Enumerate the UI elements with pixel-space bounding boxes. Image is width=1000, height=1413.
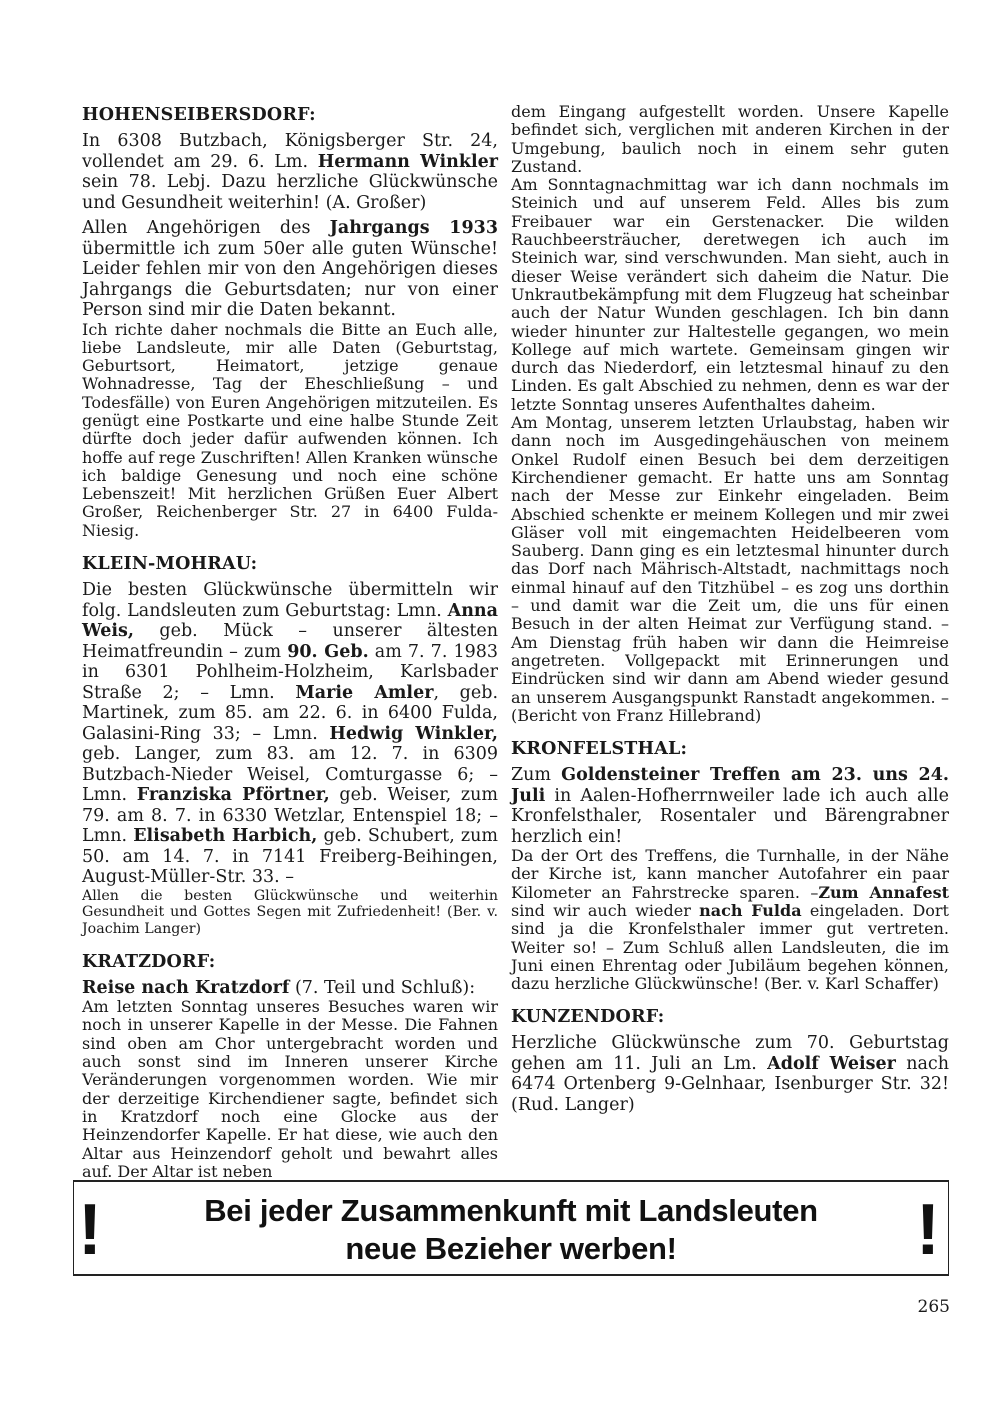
text: geb. Mück – unserer ältesten Heimatfreundin – zum xyxy=(82,621,498,662)
paragraph: Allen die besten Glückwünsche und weiterhin Gesundheit und Gottes Segen mit Zufriedenheit! (Ber. v. Joachim Langer) xyxy=(82,887,498,937)
section-kratzdorf xyxy=(82,950,498,1181)
exclamation-icon: ! xyxy=(916,1190,940,1270)
left-column xyxy=(82,103,498,1181)
section-heading: KUNZENDORF: xyxy=(511,1007,665,1028)
page-number: 265 xyxy=(917,1297,950,1317)
person-name: Anna Weis, xyxy=(82,600,498,642)
text: geb. Langer, zum 83. am 12. 7. in 6309 Butzbach-Nieder Weisel, Comturgasse 6; – Lmn. xyxy=(82,744,498,806)
paragraph: Am Sonntagnachmittag war ich dann nochmals im Steinich und auf unserem Feld. Alles bis zum Freibauer war ein Gerstenacker. Die wilden Rauchbeersträucher, deretwegen ich auch im Steinich war, sind verschwunden. Man sieht, auch in dieser Weise verändert sich daheim die Natur. Die Unkrautbekämpfung mit dem Flugzeug hat scheinbar auch der Natur Wunden geschlagen. Ich bin dann wieder hinunter zur Haltestelle gegangen, wo mein Kollege auf mich wartete. Gemeinsam gingen wir durch das Niederdorf, ein letztesmal hinauf zu den Linden. Es galt Abschied zu nehmen, denn es war der letzte Sonntag unseres Aufenthaltes daheim. xyxy=(511,175,949,414)
text: eingeladen. Dort sind ja die Kronfelsthaler immer gut vertreten. Weiter so! – Zum Schluß allen Landsleuten, die im Juni einen Ehrentag oder Jubiläum begehen können, dazu herzliche Glückwünsche! (Ber. v. Karl Schaffer) xyxy=(511,900,949,994)
banner-text xyxy=(134,1192,888,1268)
paragraph xyxy=(511,1033,949,1115)
section-klein-mohrau xyxy=(82,552,498,938)
paragraph xyxy=(511,847,949,993)
subscriber-banner xyxy=(73,1180,949,1276)
text: übermittle ich zum 50er alle guten Wünsche! Leider fehlen mir von den Angehörigen dieses Jahrgangs die Geburtsdaten; nur von einer Person sind mir die Daten bekannt. xyxy=(82,238,498,320)
person-name: Franziska Pförtner, xyxy=(136,785,330,806)
text: In 6308 Butzbach, Königsberger Str. 24, vollendet am 29. 6. Lm. xyxy=(82,131,498,172)
paragraph xyxy=(511,765,949,847)
text: Zum xyxy=(511,765,562,786)
person-name: Elisabeth Harbich, xyxy=(133,826,318,847)
emphasis: Goldensteiner Treffen am 23. uns 24. Juli xyxy=(511,765,949,806)
paragraph: Am letzten Sonntag unseres Besuches waren wir noch in unserer Kapelle in der Messe. Die Fahnen sind oben am Chor untergebracht worden und auch sonst sind im Inneren unserer Kirche Veränderungen vorgenommen worden. Wie mir der derzeitige Kirchendiener sagte, befindet sich in Kratzdorf noch eine Glocke aus der Heinzendorfer Kapelle. Er hat diese, wie auch den Altar aus Heinzendorf geholt und bewahrt alles auf. Der Altar ist neben xyxy=(82,997,498,1181)
banner-line-1: Bei jeder Zusammenkunft mit Landsleuten xyxy=(204,1193,818,1228)
section-heading: KRONFELSTHAL: xyxy=(511,739,688,760)
text: (7. Teil und Schluß): xyxy=(289,977,476,998)
exclamation-icon: ! xyxy=(78,1190,102,1270)
paragraph: dem Eingang aufgestellt worden. Unsere Kapelle befindet sich, verglichen mit anderen Kirchen in der Umgebung, baulich noch in einem sehr guten Zustand. xyxy=(511,102,949,176)
text: Die besten Glückwünsche übermitteln wir folg. Landsleuten zum Geburtstag: Lmn. xyxy=(82,580,498,621)
paragraph xyxy=(82,218,498,321)
subtitle-bold: Reise nach Kratzdorf xyxy=(82,977,290,998)
person-name: Adolf Weiser xyxy=(767,1053,896,1074)
emphasis: 90. Geb. xyxy=(287,641,369,662)
emphasis: Jahrgangs 1933 xyxy=(329,218,498,238)
text: geb. Weiser, zum 79. am 8. 7. in 6330 Wetzlar, Entenspiel 18; – Lmn. xyxy=(82,785,498,847)
text: Da der Ort des Treffens, die Turnhalle, in der Nähe der Kirche ist, kann mancher Autofahrer ein paar Kilometer an Fahrstrecke sparen. – xyxy=(511,846,949,902)
paragraph xyxy=(82,580,498,888)
paragraph: Am Montag, unserem letzten Urlaubstag, haben wir dann noch im Ausgedingehäuschen von meinem Onkel Rudolf einen Besuch bei dem derzeitigen Kirchendiener gemacht. Er hatte uns am Sonntag nach der Messe zur Einkehr eingeladen. Beim Abschied schenkte er meinem Kollegen und mir zwei Gläser voll mit eingemachten Heidelbeeren vom Sauberg. Dann ging es ein letztesmal hinunter durch das Dorf nach Mährisch-Altstadt, nachmittags noch einmal hinauf auf den Titzhübel – es zog uns dorthin – und damit war die Zeit um, die uns für einen Besuch in der alten Heimat zur Verfügung stand. – Am Dienstag früh haben wir dann die Heimreise angetreten. Vollgepackt mit Erinnerungen und Eindrücken sind wir dann am Abend wieder gesund an unserem Ausgangspunkt Ranstadt angekommen. – (Bericht von Franz Hillebrand) xyxy=(511,413,949,725)
right-column xyxy=(511,103,949,1115)
text: am 7. 7. 1983 in 6301 Pohlheim-Holzheim, Karlsbader Straße 2; – Lmn. xyxy=(82,641,499,703)
person-name: Marie Amler xyxy=(295,682,434,703)
section-heading: KRATZDORF: xyxy=(82,951,216,972)
emphasis: nach Fulda xyxy=(699,900,802,920)
person-name: Hedwig Winkler, xyxy=(329,723,498,744)
section-kronfelsthal xyxy=(511,737,949,993)
emphasis: Zum Annafest xyxy=(818,882,949,902)
text: Allen Angehörigen des xyxy=(82,218,330,238)
section-kunzendorf xyxy=(511,1005,949,1115)
subtitle xyxy=(82,978,498,999)
paragraph: Ich richte daher nochmals die Bitte an Euch alle, liebe Landsleute, mir alle Daten (Geburtstag, Geburtsort, Heimatort, jetzige genaue Wohnadresse, Tag der Eheschließung – und Todesfälle) von Euren Angehörigen mitzuteilen. Es genügt eine Postkarte und eine halbe Stunde Zeit dürfte doch jeder dafür aufwenden können. Ich hoffe auf rege Zuschriften! Allen Kranken wünsche ich baldige Genesung und noch eine schöne Lebenszeit! Mit herzlichen Grüßen Euer Albert Großer, Reichenberger Str. 27 in 6400 Fulda-Niesig. xyxy=(82,319,498,540)
paragraph xyxy=(82,131,498,213)
section-hohenseibersdorf xyxy=(82,103,498,540)
text: in Aalen-Hofherrnweiler lade ich auch alle Kronfelsthaler, Rosentaler und Bärengrabner herzlich ein! xyxy=(511,785,949,847)
banner-line-2: neue Bezieher werben! xyxy=(345,1231,677,1266)
text: , geb. Martinek, zum 85. am 22. 6. in 6400 Fulda, Galasini-Ring 33; – Lmn. xyxy=(82,682,499,744)
text: nach 6474 Ortenberg 9-Gelnhaar, Isenburger Str. 32! (Rud. Langer) xyxy=(511,1053,949,1115)
text: sein 78. Lebj. Dazu herzliche Glückwünsche und Gesundheit weiterhin! (A. Großer) xyxy=(82,172,498,213)
section-heading: KLEIN-MOHRAU: xyxy=(82,554,258,575)
section-kratzdorf-continued xyxy=(511,103,949,725)
text: geb. Schubert, zum 50. am 14. 7. in 7141 Freiberg-Beihingen, August-Müller-Str. 33. – xyxy=(82,826,498,888)
text: sind wir auch wieder xyxy=(511,900,700,920)
section-heading: HOHENSEIBERSDORF: xyxy=(82,105,316,125)
text: Herzliche Glückwünsche zum 70. Geburtstag gehen am 11. Juli an Lm. xyxy=(511,1033,949,1074)
person-name: Hermann Winkler xyxy=(317,151,498,172)
